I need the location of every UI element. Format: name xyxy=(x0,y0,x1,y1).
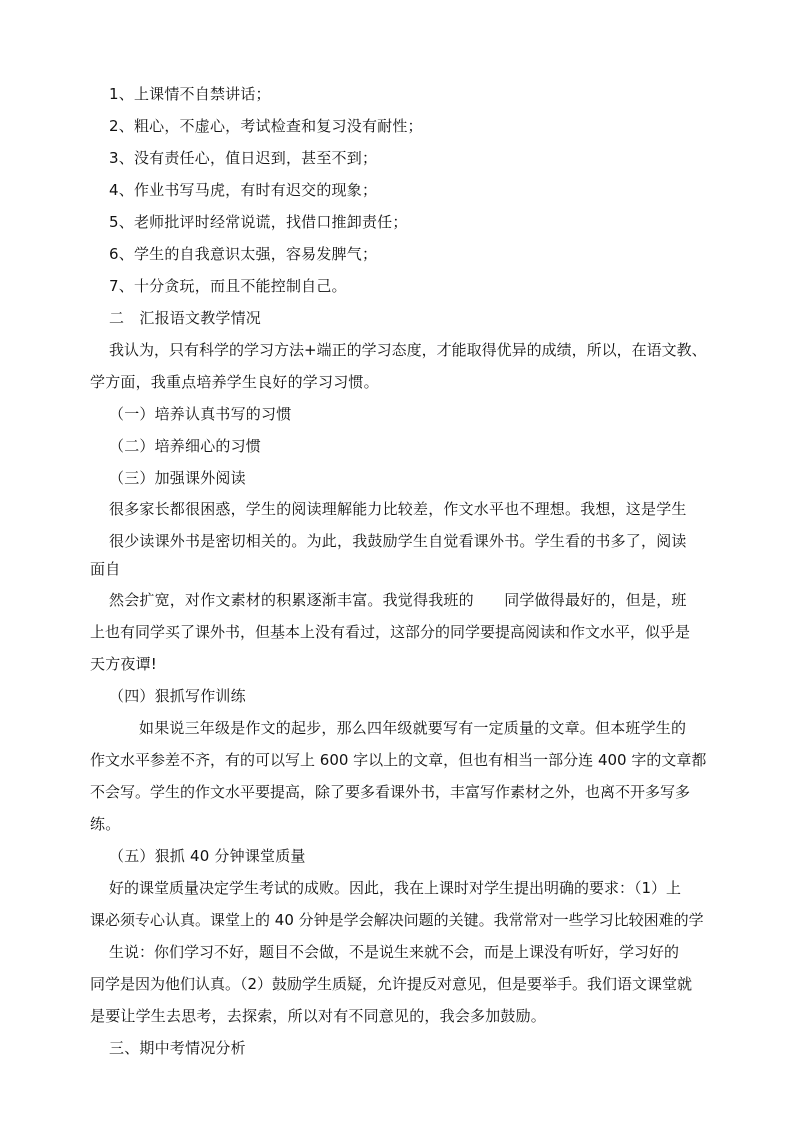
paragraph-line: 同学是因为他们认真。（2）鼓励学生质疑，允许提反对意见，但是要举手。我们语文课堂就 xyxy=(90,975,693,993)
list-item: 3、没有责任心，值日迟到，甚至不到； xyxy=(109,149,378,167)
paragraph-line: 练。 xyxy=(90,815,121,833)
paragraph-line: 是要让学生去思考，去探索，所以对有不同意见的，我会多加鼓励。 xyxy=(90,1007,547,1025)
list-item: 6、学生的自我意识太强，容易发脾气； xyxy=(109,245,378,263)
paragraph-line: 作文水平参差不齐，有的可以写上 600 字以上的文章，但也有相当一部分连 400 字的文章都 xyxy=(90,751,707,769)
subsection-heading: （一）培养认真书写的习惯 xyxy=(109,405,292,423)
paragraph-line: 好的课堂质量决定学生考试的成败。因此，我在上课时对学生提出明确的要求：（1）上 xyxy=(109,879,682,897)
paragraph-line: 上也有同学买了课外书，但基本上没有看过，这部分的同学要提高阅读和作文水平，似乎是 xyxy=(90,623,691,641)
paragraph-line: 很多家长都很困惑，学生的阅读理解能力比较差，作文水平也不理想。我想，这是学生 xyxy=(109,500,687,518)
paragraph-line: 课必须专心认真。课堂上的 40 分钟是学会解决问题的关键。我常常对一些学习比较困难的学 xyxy=(90,911,704,929)
list-item: 2、粗心，不虚心，考试检查和复习没有耐性； xyxy=(109,117,423,135)
list-item: 5、老师批评时经常说谎，找借口推卸责任； xyxy=(109,213,408,231)
subsection-heading: （三）加强课外阅读 xyxy=(109,469,246,487)
section-heading: 三、期中考情况分析 xyxy=(109,1039,246,1057)
subsection-heading: （五）狠抓 40 分钟课堂质量 xyxy=(109,847,306,865)
paragraph-line: 生说：你们学习不好，题目不会做，不是说生来就不会，而是上课没有听好，学习好的 xyxy=(109,943,680,961)
paragraph-line: 面自 xyxy=(90,560,121,578)
paragraph-line: 不会写。学生的作文水平要提高，除了要多看课外书，丰富写作素材之外，也离不开多写多 xyxy=(90,783,691,801)
list-item: 4、作业书写马虎，有时有迟交的现象； xyxy=(109,181,378,199)
subsection-heading: （二）培养细心的习惯 xyxy=(109,437,262,455)
section-heading: 二 汇报语文教学情况 xyxy=(109,309,262,327)
paragraph-line: 我认为，只有科学的学习方法+端正的学习态度，才能取得优异的成绩，所以，在语文教、 xyxy=(109,341,707,359)
list-item: 7、十分贪玩，而且不能控制自己。 xyxy=(109,277,347,295)
paragraph-line: 天方夜谭! xyxy=(90,655,158,673)
paragraph-line: 学方面，我重点培养学生良好的学习习惯。 xyxy=(90,373,379,391)
paragraph-line: 很少读课外书是密切相关的。为此，我鼓励学生自觉看课外书。学生看的书多了，阅读 xyxy=(109,532,687,550)
paragraph-line: 然会扩宽，对作文素材的积累逐渐丰富。我觉得我班的 同学做得最好的，但是，班 xyxy=(109,591,687,609)
subsection-heading: （四）狠抓写作训练 xyxy=(109,687,246,705)
list-item: 1、上课情不自禁讲话； xyxy=(109,85,271,103)
paragraph-line: 如果说三年级是作文的起步，那么四年级就要写有一定质量的文章。但本班学生的 xyxy=(139,719,687,737)
